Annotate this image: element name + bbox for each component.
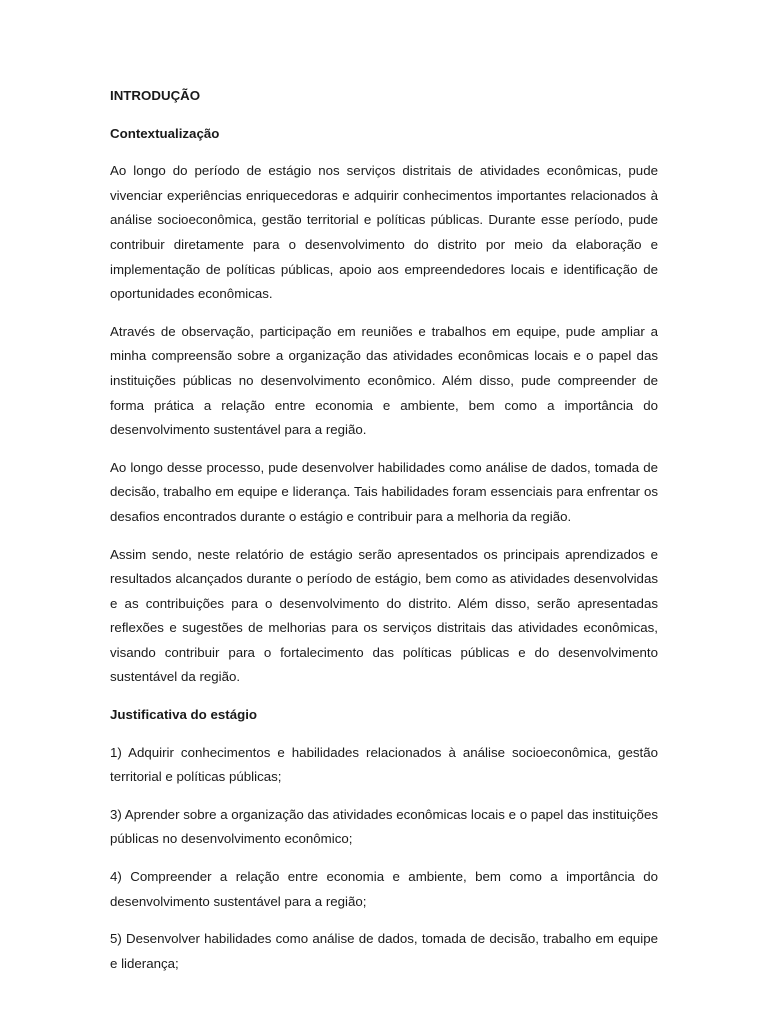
list-item: 3) Aprender sobre a organização das atividades econômicas locais e o papel das instituições públicas no desenvolvimento econômico; (110, 806, 658, 847)
list-item: 5) Desenvolver habilidades como análise de dados, tomada de decisão, trabalho em equipe e liderança; (110, 931, 658, 971)
paragraph: Assim sendo, neste relatório de estágio serão apresentados os principais aprendizados e resultados alcançados durante o período de estágio, bem como as atividades desenvolvidas e as contribuições para o desenvolvimento do distrito. Além disso, serão apresentadas reflexões e sugestões de melhorias para os serviços distritais das atividades econômicas, visando contribuir para o fortalecimento das políticas públicas e do desenvolvimento sustentável da região. (110, 546, 658, 685)
section-heading-introduction: INTRODUÇÃO (110, 88, 201, 103)
paragraph: Através de observação, participação em reuniões e trabalhos em equipe, pude ampliar a minha compreensão sobre a organização das atividades econômicas locais e o papel das instituições públicas no desenvolvimento econômico. Além disso, pude compreender de forma prática a relação entre economia e ambiente, bem como a importância do desenvolvimento sustentável para a região. (110, 323, 658, 438)
list-item: 1) Adquirir conhecimentos e habilidades relacionados à análise socioeconômica, gestão territorial e políticas públicas; (110, 744, 658, 785)
document-body (110, 84, 658, 989)
subsection-heading-justification: Justificativa do estágio (110, 707, 258, 723)
subsection-heading-context: Contextualização (110, 125, 220, 141)
paragraph: Ao longo do período de estágio nos serviços distritais de atividades econômicas, pude vivenciar experiências enriquecedoras e adquirir conhecimentos importantes relacionados à análise socioeconômica, gestão territorial e políticas públicas. Durante esse período, pude contribuir diretamente para o desenvolvimento do distrito por meio da elaboração e implementação de políticas públicas, apoio aos empreendedores locais e identificação de oportunidades econômicas. (110, 163, 658, 302)
paragraph: Ao longo desse processo, pude desenvolver habilidades como análise de dados, tomada de decisão, trabalho em equipe e liderança. Tais habilidades foram essenciais para enfrentar os desafios encontrados durante o estágio e contribuir para a melhoria da região. (110, 459, 658, 524)
list-item: 4) Compreender a relação entre economia e ambiente, bem como a importância do desenvolvimento sustentável para a região; (110, 869, 658, 909)
